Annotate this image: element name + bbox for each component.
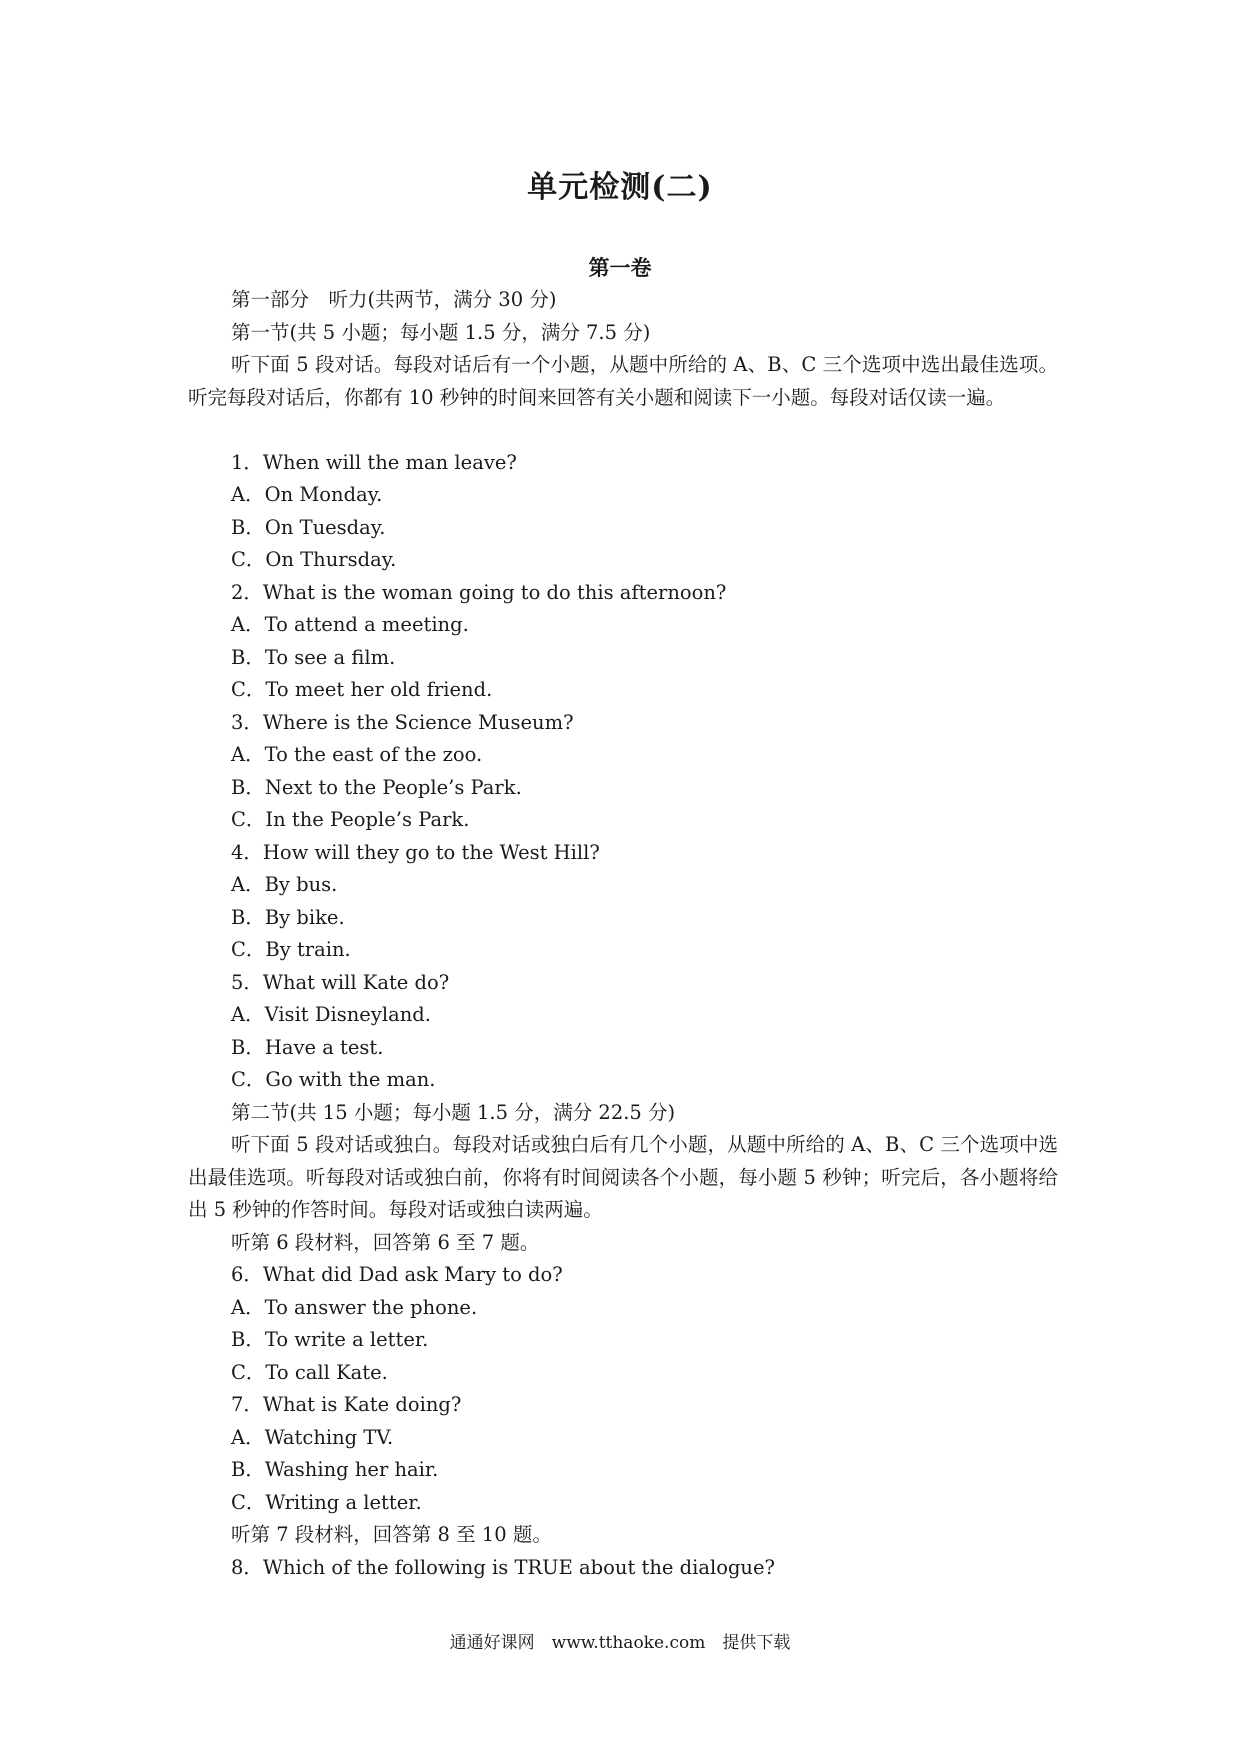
question-7-option-a: A．Watching TV. bbox=[231, 1425, 394, 1449]
question-2: 2．What is the woman going to do this afternoon? bbox=[231, 580, 727, 604]
question-6-option-c: C．To call Kate. bbox=[231, 1360, 388, 1384]
question-3-option-b: B．Next to the People’s Park. bbox=[231, 775, 522, 799]
question-7: 7．What is Kate doing? bbox=[231, 1393, 462, 1416]
question-4-option-a: A．By bus. bbox=[231, 873, 338, 896]
section-instructions: 听下面 5 段对话或独白。每段对话或独白后有几个小题，从题中所给的 A、B、C 三个选项中选出最佳选项。听每段对话或独白前，你将有时间阅读各个小题，每小题 5 秒钟；听完后，各小题将给出 5 秒钟的作答时间。每段对话或独白读两遍。 bbox=[188, 1133, 1058, 1221]
page-footer: 通通好课网 www.tthaoke.com 提供下载 bbox=[449, 1633, 791, 1653]
question-2-option-b: B．To see a film. bbox=[231, 645, 396, 669]
material-heading: 听第 7 段材料，回答第 8 至 10 题。 bbox=[231, 1523, 552, 1546]
question-5-option-c: C．Go with the man. bbox=[231, 1068, 436, 1091]
question-8: 8．Which of the following is TRUE about the dialogue? bbox=[231, 1555, 775, 1579]
question-2-option-a: A．To attend a meeting. bbox=[231, 613, 469, 636]
question-4: 4．How will they go to the West Hill? bbox=[231, 840, 600, 864]
section-instructions: 听下面 5 段对话。每段对话后有一个小题，从题中所给的 A、B、C 三个选项中选出最佳选项。听完每段对话后，你都有 10 秒钟的时间来回答有关小题和阅读下一小题。每段对话仅读一遍。 bbox=[188, 353, 1058, 409]
question-7-option-b: B．Washing her hair. bbox=[231, 1458, 439, 1481]
volume-title: 第一卷 bbox=[588, 255, 652, 280]
document-body bbox=[188, 284, 1058, 1584]
question-6: 6．What did Dad ask Mary to do? bbox=[231, 1263, 563, 1286]
question-4-option-b: B．By bike. bbox=[231, 905, 345, 929]
question-1-option-a: A．On Monday. bbox=[231, 483, 383, 506]
question-5: 5．What will Kate do? bbox=[231, 970, 450, 994]
question-4-option-c: C．By train. bbox=[231, 938, 351, 961]
part-heading: 第一部分 听力(共两节，满分 30 分) bbox=[231, 288, 557, 311]
page-title: 单元检测(二) bbox=[527, 170, 713, 205]
question-1-option-c: C．On Thursday. bbox=[231, 548, 397, 571]
question-3-option-c: C．In the People’s Park. bbox=[231, 808, 470, 831]
question-5-option-a: A．Visit Disneyland. bbox=[231, 1003, 431, 1026]
question-3-option-a: A．To the east of the zoo. bbox=[231, 743, 483, 766]
question-6-option-b: B．To write a letter. bbox=[231, 1328, 429, 1351]
question-6-option-a: A．To answer the phone. bbox=[231, 1295, 478, 1319]
question-1: 1．When will the man leave? bbox=[231, 450, 517, 474]
question-3: 3．Where is the Science Museum? bbox=[231, 710, 574, 734]
question-2-option-c: C．To meet her old friend. bbox=[231, 678, 493, 701]
section-heading: 第二节(共 15 小题；每小题 1.5 分，满分 22.5 分) bbox=[231, 1100, 676, 1124]
question-1-option-b: B．On Tuesday. bbox=[231, 515, 386, 539]
question-7-option-c: C．Writing a letter. bbox=[231, 1490, 422, 1514]
section-heading: 第一节(共 5 小题；每小题 1.5 分，满分 7.5 分) bbox=[231, 320, 651, 344]
question-5-option-b: B．Have a test. bbox=[231, 1035, 384, 1059]
material-heading: 听第 6 段材料，回答第 6 至 7 题。 bbox=[231, 1230, 540, 1254]
